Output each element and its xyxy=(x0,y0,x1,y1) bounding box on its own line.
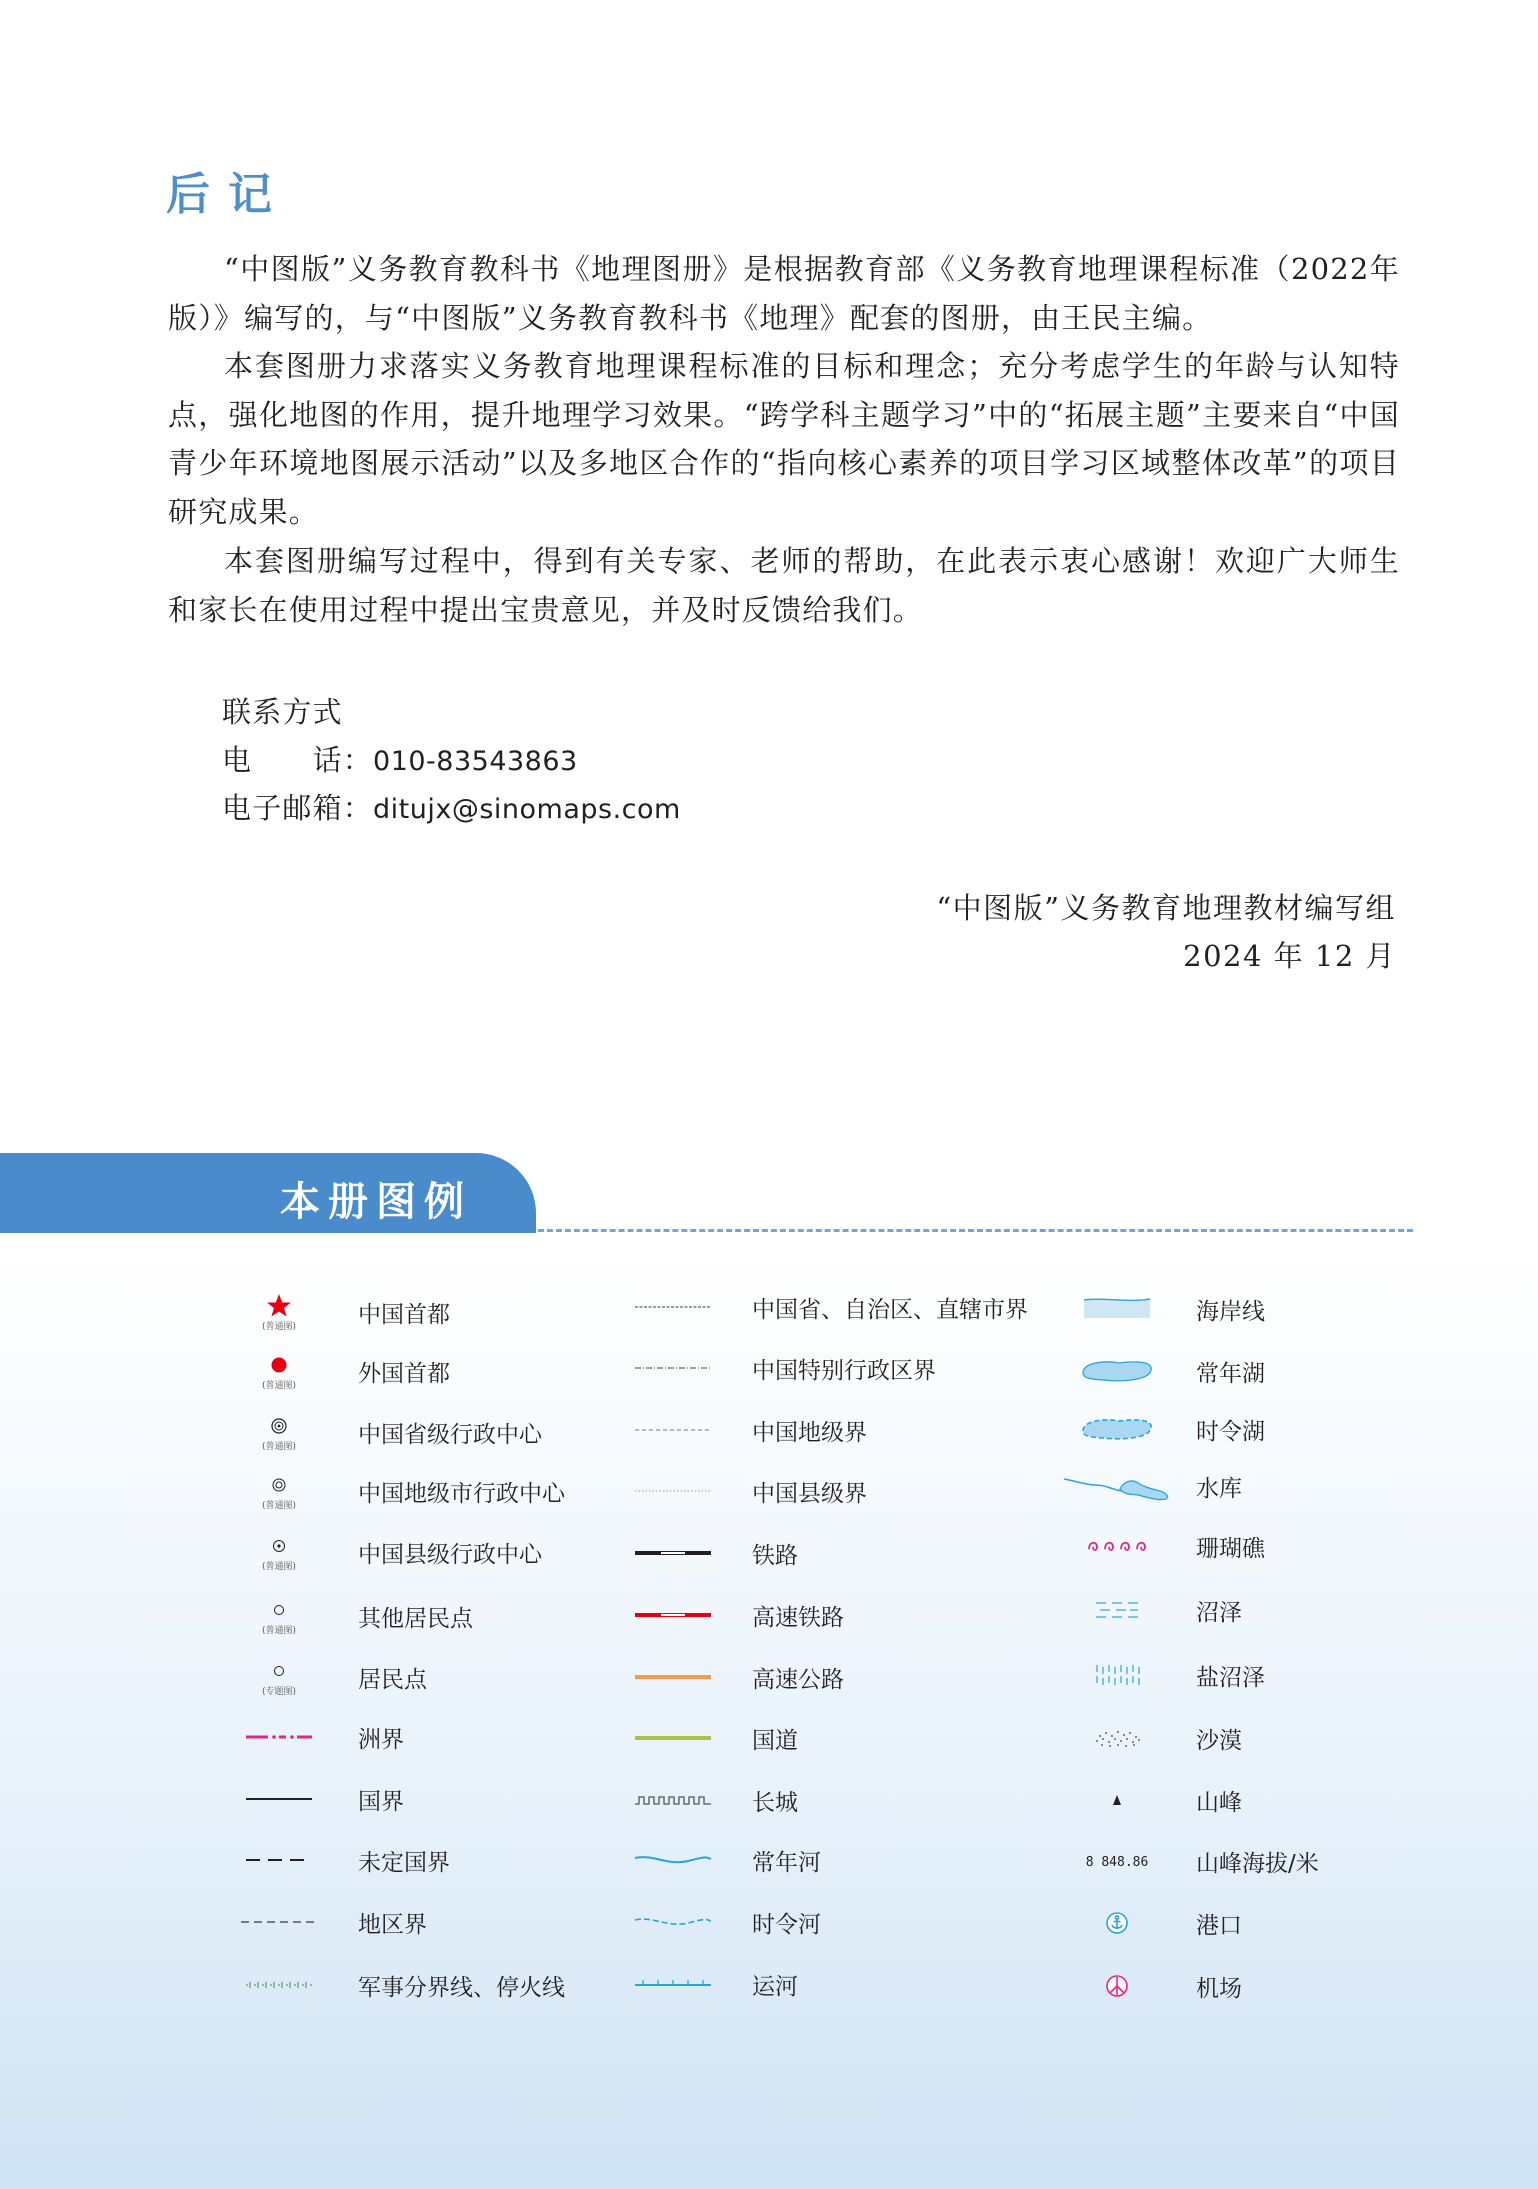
legend-item xyxy=(224,1775,404,1823)
legend-item xyxy=(224,1528,542,1576)
legend-item xyxy=(1062,1837,1319,1885)
legend-label: 运河 xyxy=(752,1973,798,2000)
legend-label: 常年河 xyxy=(752,1849,821,1876)
legend-item xyxy=(1062,1586,1242,1634)
legend-item xyxy=(224,1288,450,1336)
legend-item xyxy=(224,1467,565,1515)
legend-item xyxy=(224,1836,450,1884)
legend-label: 长城 xyxy=(752,1789,798,1816)
legend-item xyxy=(618,1283,1028,1331)
legend-label: 山峰 xyxy=(1196,1789,1242,1816)
legend-item xyxy=(1062,1405,1265,1453)
ceasefire-line-icon xyxy=(224,1961,334,2009)
legend-item xyxy=(618,1653,844,1701)
legend-label: 中国县级界 xyxy=(752,1480,867,1507)
contact-email-value[interactable]: ditujx@sinomaps.com xyxy=(373,794,681,825)
sar-boundary-icon xyxy=(618,1344,728,1392)
legend-item xyxy=(1062,1899,1242,1947)
legend-label: 居民点 xyxy=(358,1666,427,1693)
general-map-caption: (普通图) xyxy=(261,1626,297,1636)
legend-label: 中国省级行政中心 xyxy=(358,1421,542,1448)
legend-title: 本册图例 xyxy=(280,1179,472,1225)
railway-icon xyxy=(618,1529,728,1577)
signature-org: “中图版”义务教育地理教材编写组 xyxy=(936,891,1396,925)
legend-item xyxy=(618,1406,867,1454)
region-boundary-icon xyxy=(224,1898,334,1946)
desert-icon xyxy=(1062,1714,1172,1762)
seasonal-river-icon xyxy=(618,1898,728,1946)
prefecture-center-icon xyxy=(224,1467,334,1515)
legend-label: 时令河 xyxy=(752,1911,821,1938)
general-map-caption: (普通图) xyxy=(261,1501,297,1511)
legend-label: 洲界 xyxy=(358,1726,404,1753)
legend-label: 未定国界 xyxy=(358,1849,450,1876)
undetermined-boundary-icon xyxy=(224,1836,334,1884)
legend-label: 铁路 xyxy=(752,1542,798,1569)
legend-label: 珊瑚礁 xyxy=(1196,1535,1265,1562)
legend-item xyxy=(1062,1522,1265,1570)
afterword-paragraph-1: “中图版”义务教育教科书《地理图册》是根据教育部《义务教育地理课程标准（2022年版）》编写的，与“中图版”义务教育教科书《地理》配套的图册，由王民主编。 xyxy=(168,252,1400,335)
legend-label: 盐沼泽 xyxy=(1196,1664,1265,1691)
national-boundary-icon xyxy=(224,1775,334,1823)
national-road-icon xyxy=(618,1714,728,1762)
legend-label: 军事分界线、停火线 xyxy=(358,1974,565,2001)
swamp-icon xyxy=(1062,1586,1172,1634)
county-boundary-icon xyxy=(618,1467,728,1515)
legend-label: 中国县级行政中心 xyxy=(358,1541,542,1568)
county-center-icon xyxy=(224,1528,334,1576)
afterword-paragraph-3: 本套图册编写过程中，得到有关专家、老师的帮助，在此表示衷心感谢！欢迎广大师生和家长在使用过程中提出宝贵意见，并及时反馈给我们。 xyxy=(168,544,1400,627)
legend-item xyxy=(1062,1347,1265,1395)
legend-label: 沼泽 xyxy=(1196,1599,1242,1626)
legend-item xyxy=(618,1898,821,1946)
port-icon xyxy=(1062,1899,1172,1947)
legend-label: 中国地级界 xyxy=(752,1419,867,1446)
legend-label: 高速铁路 xyxy=(752,1604,844,1631)
coral-reef-icon xyxy=(1062,1522,1172,1570)
seasonal-lake-icon xyxy=(1062,1405,1172,1453)
legend-item xyxy=(618,1591,844,1639)
contact-heading: 联系方式 xyxy=(222,695,343,729)
general-map-caption: (普通图) xyxy=(261,1562,297,1572)
legend-item xyxy=(224,1653,427,1701)
legend-label: 中国地级市行政中心 xyxy=(358,1480,565,1507)
legend-item xyxy=(224,1961,565,2009)
legend-label: 中国省、自治区、直辖市界 xyxy=(752,1296,1028,1323)
legend-label: 时令湖 xyxy=(1196,1418,1265,1445)
legend-item xyxy=(224,1592,473,1640)
thematic-map-caption: (专题图) xyxy=(261,1687,297,1697)
contact-email-row xyxy=(222,786,681,827)
legend-item xyxy=(618,1529,798,1577)
airport-icon xyxy=(1062,1962,1172,2010)
continent-boundary-icon xyxy=(224,1713,334,1761)
legend-label: 国道 xyxy=(752,1727,798,1754)
legend-item xyxy=(1062,1962,1242,2010)
contact-phone-value: 010-83543863 xyxy=(373,746,578,777)
legend-label: 中国首都 xyxy=(358,1301,450,1328)
elevation-sample: 8 848.86 xyxy=(1085,1855,1149,1870)
legend-item xyxy=(224,1347,450,1395)
legend-label: 机场 xyxy=(1196,1975,1242,2002)
general-map-caption: (普通图) xyxy=(261,1322,297,1332)
legend-label: 常年湖 xyxy=(1196,1360,1265,1387)
provincial-center-icon xyxy=(224,1408,334,1456)
legend-item xyxy=(1062,1776,1242,1824)
legend-item xyxy=(618,1344,936,1392)
prefecture-boundary-icon xyxy=(618,1406,728,1454)
legend-label: 沙漠 xyxy=(1196,1727,1242,1754)
legend-label: 山峰海拔/米 xyxy=(1196,1850,1319,1877)
coastline-icon xyxy=(1062,1285,1172,1333)
general-map-caption: (普通图) xyxy=(261,1381,297,1391)
perennial-river-icon xyxy=(618,1836,728,1884)
legend-label: 中国特别行政区界 xyxy=(752,1357,936,1384)
afterword-title: 后记 xyxy=(166,169,290,220)
afterword-paragraph-2: 本套图册力求落实义务教育地理课程标准的目标和理念；充分考虑学生的年龄与认知特点，强化地图的作用，提升地理学习效果。“跨学科主题学习”中的“拓展主题”主要来自“中国青少年环境地图展示活动”以及多地区合作的“指向核心素养的项目学习区域整体改革”的项目研究成果。 xyxy=(168,349,1400,529)
legend-divider xyxy=(538,1229,1413,1232)
legend-item xyxy=(1062,1651,1265,1699)
high-speed-railway-icon xyxy=(618,1591,728,1639)
legend-item xyxy=(618,1714,798,1762)
expressway-icon xyxy=(618,1653,728,1701)
legend-item xyxy=(1062,1285,1265,1333)
legend-label: 其他居民点 xyxy=(358,1605,473,1632)
legend-label: 国界 xyxy=(358,1788,404,1815)
canal-icon xyxy=(618,1960,728,2008)
great-wall-icon xyxy=(618,1776,728,1824)
foreign-capital-icon xyxy=(224,1347,334,1395)
salt-marsh-icon xyxy=(1062,1651,1172,1699)
legend-label: 海岸线 xyxy=(1196,1298,1265,1325)
signature-date: 2024 年 12 月 xyxy=(1183,939,1396,973)
contact-email-label: 电子邮箱： xyxy=(222,791,374,825)
legend-item xyxy=(224,1898,427,1946)
settlement-icon xyxy=(224,1653,334,1701)
perennial-lake-icon xyxy=(1062,1347,1172,1395)
legend-item xyxy=(224,1408,542,1456)
mountain-peak-icon xyxy=(1062,1776,1172,1824)
other-settlement-icon xyxy=(224,1592,334,1640)
province-boundary-icon xyxy=(618,1283,728,1331)
legend-item xyxy=(1062,1462,1242,1510)
contact-phone-label: 电 话： xyxy=(222,743,374,777)
contact-phone-row xyxy=(222,738,578,779)
legend-item xyxy=(618,1467,867,1515)
general-map-caption: (普通图) xyxy=(261,1442,297,1452)
legend-item xyxy=(618,1776,798,1824)
legend-label: 地区界 xyxy=(358,1911,427,1938)
peak-elevation-icon xyxy=(1062,1837,1172,1885)
legend-item xyxy=(618,1836,821,1884)
reservoir-icon xyxy=(1062,1462,1172,1510)
legend-label: 港口 xyxy=(1196,1912,1242,1939)
legend-label: 水库 xyxy=(1196,1475,1242,1502)
legend-item xyxy=(1062,1714,1242,1762)
legend-label: 外国首都 xyxy=(358,1360,450,1387)
legend-item xyxy=(618,1960,798,2008)
china-capital-icon xyxy=(224,1288,334,1336)
legend-item xyxy=(224,1713,404,1761)
legend-label: 高速公路 xyxy=(752,1666,844,1693)
